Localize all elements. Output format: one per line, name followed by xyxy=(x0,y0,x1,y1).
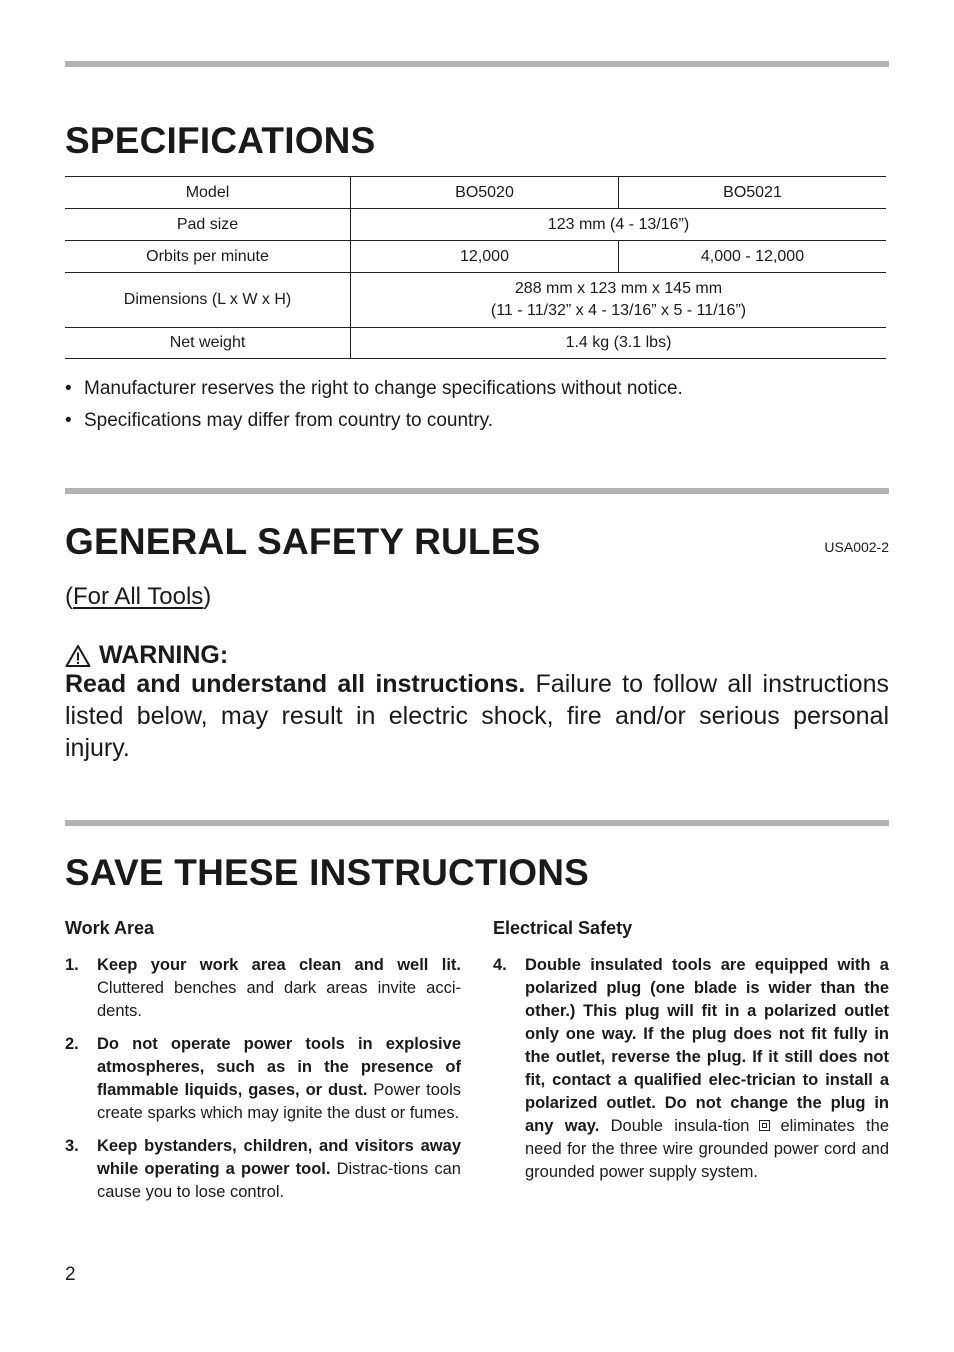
section-divider xyxy=(65,61,889,67)
item-text: Keep your work area clean and well lit. Cluttered benches and dark areas invite acci-dents. xyxy=(97,956,461,1020)
list-item xyxy=(65,1135,461,1204)
item-text: Double insulated tools are equipped with a polarized plug (one blade is wider than the other.) This plug will fit in a polarized outlet only one way. If the plug does not fit fully in the outlet, reverse the plug. If it still does not fit, contact a qualified elec-trician to install a polarized outlet. Do not change the plug in any way. Double insula-tion eliminates the need for the three wire grounded power cord and grounded power supply system. xyxy=(525,956,889,1181)
list-item: • Manufacturer reserves the right to change specifications without notice. xyxy=(65,376,683,402)
list-item xyxy=(65,954,461,1023)
document-code: USA002-2 xyxy=(824,539,889,555)
dimensions-imperial: (11 - 11/32” x 4 - 13/16” x 5 - 11/16”) xyxy=(490,302,747,319)
table-row xyxy=(65,177,886,209)
item-number: 1. xyxy=(65,956,79,974)
dimensions-metric: 288 mm x 123 mm x 145 mm xyxy=(514,280,723,297)
list-item xyxy=(65,1033,461,1125)
save-instructions-title: SAVE THESE INSTRUCTIONS xyxy=(65,852,590,893)
item-number: 3. xyxy=(65,1137,79,1155)
warning-bold-text: Read and understand all instructions. xyxy=(65,670,526,698)
net-weight-label: Net weight xyxy=(65,328,351,359)
model-bo5020: BO5020 xyxy=(351,177,619,209)
orbits-value-bo5021: 4,000 - 12,000 xyxy=(619,241,887,273)
specifications-table xyxy=(65,176,886,359)
double-insulation-icon xyxy=(759,1120,770,1131)
section-divider xyxy=(65,820,889,826)
orbits-value-bo5020: 12,000 xyxy=(351,241,619,273)
orbits-label: Orbits per minute xyxy=(65,241,351,273)
dimensions-label: Dimensions (L x W x H) xyxy=(65,273,351,328)
page-number: 2 xyxy=(65,1264,76,1285)
subtitle-text: For All Tools xyxy=(73,583,204,610)
item-number: 2. xyxy=(65,1035,79,1053)
specification-notes xyxy=(65,376,683,440)
item-text: Do not operate power tools in explosive atmospheres, such as in the presence of flammable liquids, gases, or dust. Power tools create sparks which may ignite the dust or fumes. xyxy=(97,1035,461,1122)
work-area-column xyxy=(65,916,461,1214)
table-row xyxy=(65,273,886,328)
electrical-safety-column xyxy=(493,916,889,1194)
warning-text xyxy=(65,668,889,764)
net-weight-value: 1.4 kg (3.1 lbs) xyxy=(351,328,887,359)
pad-size-label: Pad size xyxy=(65,209,351,241)
general-safety-title: GENERAL SAFETY RULES xyxy=(65,521,541,562)
warning-triangle-icon xyxy=(65,644,91,668)
item-text: Keep bystanders, children, and visitors away while operating a power tool. Distrac-tions can cause you to lose control. xyxy=(97,1137,461,1201)
model-bo5021: BO5021 xyxy=(619,177,887,209)
warning-label: WARNING: xyxy=(99,641,229,669)
model-label: Model xyxy=(65,177,351,209)
warning-heading xyxy=(65,641,228,670)
warning-detail-text: Failure to follow all instructions listed below, may result in electric shock, fire and/or serious personal injury. xyxy=(65,670,889,762)
specifications-title: SPECIFICATIONS xyxy=(65,120,376,161)
table-row xyxy=(65,241,886,273)
electrical-safety-heading: Electrical Safety xyxy=(493,918,633,938)
list-item xyxy=(493,954,889,1184)
for-all-tools-subtitle: (For All Tools) xyxy=(65,583,212,610)
table-row xyxy=(65,209,886,241)
section-divider xyxy=(65,488,889,494)
work-area-heading: Work Area xyxy=(65,918,155,938)
list-item: • Specifications may differ from country to country. xyxy=(65,408,683,434)
pad-size-value: 123 mm (4 - 13/16”) xyxy=(351,209,887,241)
dimensions-value xyxy=(351,273,887,328)
item-number: 4. xyxy=(493,956,507,974)
table-row xyxy=(65,328,886,359)
